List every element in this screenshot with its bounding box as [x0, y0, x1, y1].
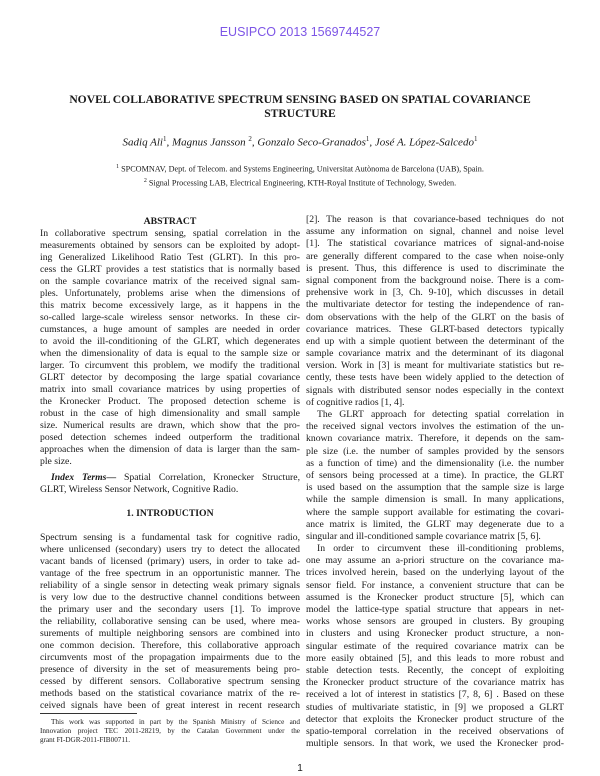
text-line: trices involved herein, based on the underlying layout of the: [306, 567, 564, 579]
introduction-body: [40, 532, 300, 712]
text-line: on the sample covariance matrix of the received signal sam-: [40, 276, 300, 287]
text-line: works whose sensors are grouped in clusters. By grouping: [306, 616, 564, 628]
text-line: ance matrix is limited, the GLRT may degenerate due to a: [306, 518, 564, 530]
text-line: model the lattice-type spatial structure that appears in net-: [306, 604, 564, 615]
author-list: [0, 135, 600, 149]
text-line: is used based on the assumption that the sample size is large: [306, 482, 564, 494]
text-line: posed detection schemes indeed outperform the traditional: [40, 432, 300, 443]
text-line: [2]. The reason is that covariance-based techniques do not: [306, 214, 564, 225]
text-line: sensor field. For instance, a convenient structure that can be: [306, 579, 564, 591]
text-line: of sensors being processed at a time). In practice, the GLRT: [306, 469, 564, 481]
text-line: robust in the case of high dimensionality and small sample: [40, 408, 300, 419]
footnote: [40, 718, 300, 745]
affiliation-2: [0, 178, 600, 188]
text-line: ples. Unfortunately, problems arise when the dimensions of: [40, 288, 300, 299]
text-line: cently, these tests have been widely applied to the detection of: [306, 372, 564, 384]
text-line: sample covariance matrix and the determinant of its diagonal: [306, 348, 564, 360]
text-line: cessed by different sensors. Collaborative spectrum sensing: [40, 676, 300, 687]
text-line: In collaborative spectrum sensing, spatial correlation in the: [40, 228, 300, 239]
text-line: Spectrum sensing is a fundamental task for cognitive radio,: [40, 532, 300, 543]
text-line: reliability of a single sensor in detecting weak primary signals: [40, 580, 300, 591]
text-line: circumvents most of the propagation impairments due to the: [40, 652, 300, 663]
text-line: stable detection tests. Recently, the concept of exploiting: [306, 664, 564, 676]
text-line: The GLRT approach for detecting spatial correlation in: [317, 409, 564, 420]
text-line: vacant bands of licensed (primary) users, in order to take ad-: [40, 556, 300, 567]
text-line: surements of multiple neighboring sensors are combined into: [40, 628, 300, 639]
text-line: the received signal vectors involves the estimation of the un-: [306, 421, 564, 433]
affiliation-1: [0, 164, 600, 174]
text-line: size. Numerical results are drawn, which show that the pro-: [40, 420, 300, 431]
introduction-heading: 1. INTRODUCTION: [126, 508, 214, 519]
author-affiliation-mark: 1: [163, 135, 167, 143]
text-line: when the dimensionality of data is equal to the sample size or: [40, 348, 300, 359]
text-line: ple size.: [40, 456, 72, 467]
text-line: the multivariate detector for testing the independence of ran-: [306, 299, 564, 311]
index-terms-line: [40, 472, 300, 484]
conference-header: EUSIPCO 2013 1569744527: [219, 25, 381, 39]
text-line: cumstances, a huge amount of samples are needed in order: [40, 324, 300, 335]
text-line: known covariance matrix. Therefore, it depends on the sam-: [306, 433, 564, 445]
text-line: ple size (i.e. the number of samples provided by the sensors: [306, 445, 564, 457]
text-line: cess the GLRT provides a test statistics that is normally based: [40, 264, 300, 275]
text-line: Innovation project TEC 2011-28219, by the Catalan Government under the: [40, 727, 300, 735]
author-affiliation-mark: 1: [473, 135, 478, 143]
text-line: ceived signals have been of great interest in recent research: [40, 700, 300, 711]
text-line: where the sample support available for estimating the covari-: [306, 506, 564, 518]
text-line: approaches when the dimension of data is larger than the sam-: [40, 444, 300, 455]
page-number: 1: [297, 763, 303, 774]
text-line: spatio-temporal correlation in the received observations of: [306, 725, 564, 737]
text-line: larger. To circumvent this problem, we modify the traditional: [40, 360, 300, 371]
author-separator: ,: [251, 136, 258, 149]
text-line: detector that exploits the Kronecker product structure of the: [306, 713, 564, 725]
affiliation-text: Signal Processing LAB, Electrical Engineering, KTH-Royal Institute of Technology, Sweden.: [148, 178, 457, 188]
text-line: dom observations with the help of the GLRT on the basis of: [306, 311, 564, 323]
text-line: prehensive work in [3, Ch. 9-10], which discusses in detail: [306, 287, 564, 299]
text-line: one common decision. Therefore, this collaborative approach: [40, 640, 300, 651]
text-line: is very low due to the destructive channel conditions between: [40, 592, 300, 603]
text-line: in clusters and using Kronecker product structure, a non-: [306, 628, 564, 640]
text-line: signal component from the background noise. There is a com-: [306, 274, 564, 286]
text-line: signals with distributed sensor nodes especially in the context: [306, 384, 564, 396]
text-line: is present. Thus, this difference is used to discriminate the: [306, 262, 564, 274]
text-line: multiple sensors. In that work, we used the Kronecker prod-: [306, 738, 564, 750]
text-line: studies of multivariate statistic, in [9] we proposed a GLRT: [306, 701, 564, 713]
text-line: received a lot of interest in statistics [7, 8, 6] . Based on these: [306, 689, 564, 701]
text-line: vantage of the free spectrum in an opportunistic manner. The: [40, 568, 300, 579]
text-line: methods based on the statistical covariance matrix of the re-: [40, 688, 300, 699]
text-line: this matrix become excessively large, as it happens in the: [40, 300, 300, 311]
text-line: so-called large-scale wireless sensor networks. In these cir-: [40, 312, 300, 323]
text-line: measurements obtained by sensors can be exploited by adopt-: [40, 240, 300, 251]
text-line: as a function of time) and the dimensionality (i.e. the number: [306, 457, 564, 469]
index-terms-line: GLRT, Wireless Sensor Network, Cognitive Radio.: [40, 484, 239, 495]
abstract-body: [40, 228, 300, 468]
right-column: [306, 214, 564, 750]
text-line: assumed is the Kronecker product structure [5], which can: [306, 591, 564, 603]
author-name: Sadiq Ali: [122, 136, 163, 149]
author-affiliation-mark: 2: [248, 135, 252, 143]
text-line: covariance matrices. These GLRT-based detectors typically: [306, 323, 564, 335]
text-line: GLRT detector by decomposing the large spatial covariance: [40, 372, 300, 383]
text-line: the Kronecker Product. The proposed detection scheme is: [40, 396, 300, 407]
text-line: matrix into small covariance matrices by using properties of: [40, 384, 300, 395]
text-line: This work was supported in part by the Spanish Ministry of Science and: [51, 718, 300, 726]
text-line: where unlicensed (secondary) users try to detect the allocated: [40, 544, 300, 555]
text-line: In order to circumvent these ill-conditioning problems,: [317, 543, 564, 555]
right-column-paragraph: [306, 214, 564, 409]
affiliation-number: 1: [116, 164, 120, 170]
author-separator: ,: [369, 136, 375, 149]
affiliation-number: 2: [143, 178, 147, 184]
text-line: [1]. The statistical covariance matrices of signal-and-noise: [306, 238, 564, 250]
text-line: the reliability, collaborative sensing can be used, where mea-: [40, 616, 300, 627]
text-line: are generally different compared to the case when noise-only: [306, 250, 564, 262]
text-line: version. Work in [3] is meant for multivariate statistics but re-: [306, 360, 564, 372]
text-line: ing Generalized Likelihood Ratio Test (GLRT). In this pro-: [40, 252, 300, 263]
affiliation-text: SPCOMNAV, Dept. of Telecom. and Systems Engineering, Universitat Autònoma de Barcelona (UAB), Spain.: [121, 164, 484, 174]
text-line: one may assume an a-priori structure on the covariance ma-: [306, 555, 564, 567]
author-separator: ,: [166, 136, 172, 149]
text-line: presence of diversity in the set of measurements being pro-: [40, 664, 300, 675]
footnote-body: [40, 718, 300, 745]
text-line: while the sample dimension is small. In many applications,: [306, 494, 564, 506]
right-column-paragraph: [306, 409, 564, 543]
text-line: to avoid the ill-conditioning of the GLRT, which degenerates: [40, 336, 300, 347]
text-line: singular estimate of the required covariance matrix can be: [306, 640, 564, 652]
index-terms-text: Spatial Correlation, Kronecker Structure,: [116, 472, 300, 483]
text-line: the Kronecker product structure of the covariance matrix has: [306, 677, 564, 689]
text-line: the primary user and the secondary users [1]. To improve: [40, 604, 300, 615]
text-line: singular and ill-conditioned sample covariance matrix [5, 6].: [306, 530, 541, 542]
right-column-paragraph: [306, 543, 564, 750]
text-line: of cognitive radios [1, 4].: [306, 396, 405, 408]
text-line: more easily obtained [5], and this leads to more robust and: [306, 652, 564, 664]
author-name: José A. López-Salcedo: [374, 136, 474, 149]
text-line: end up with a simple quotient between the determinant of the: [306, 335, 564, 347]
author-name: Gonzalo Seco-Granados: [257, 136, 366, 149]
abstract-heading: ABSTRACT: [143, 216, 197, 227]
author-name: Magnus Jansson: [172, 136, 246, 149]
footnote-divider: [40, 713, 137, 714]
text-line: grant FI-DGR-2011-FIB00711.: [40, 736, 131, 744]
author-affiliation-mark: 1: [365, 135, 370, 143]
left-column: [40, 216, 300, 712]
index-terms-label: Index Terms—: [51, 472, 117, 483]
paper-title: NOVEL COLLABORATIVE SPECTRUM SENSING BASED ON SPATIAL COVARIANCE STRUCTURE: [69, 93, 531, 120]
text-line: assume any information on signal, channel and noise level: [306, 226, 564, 238]
